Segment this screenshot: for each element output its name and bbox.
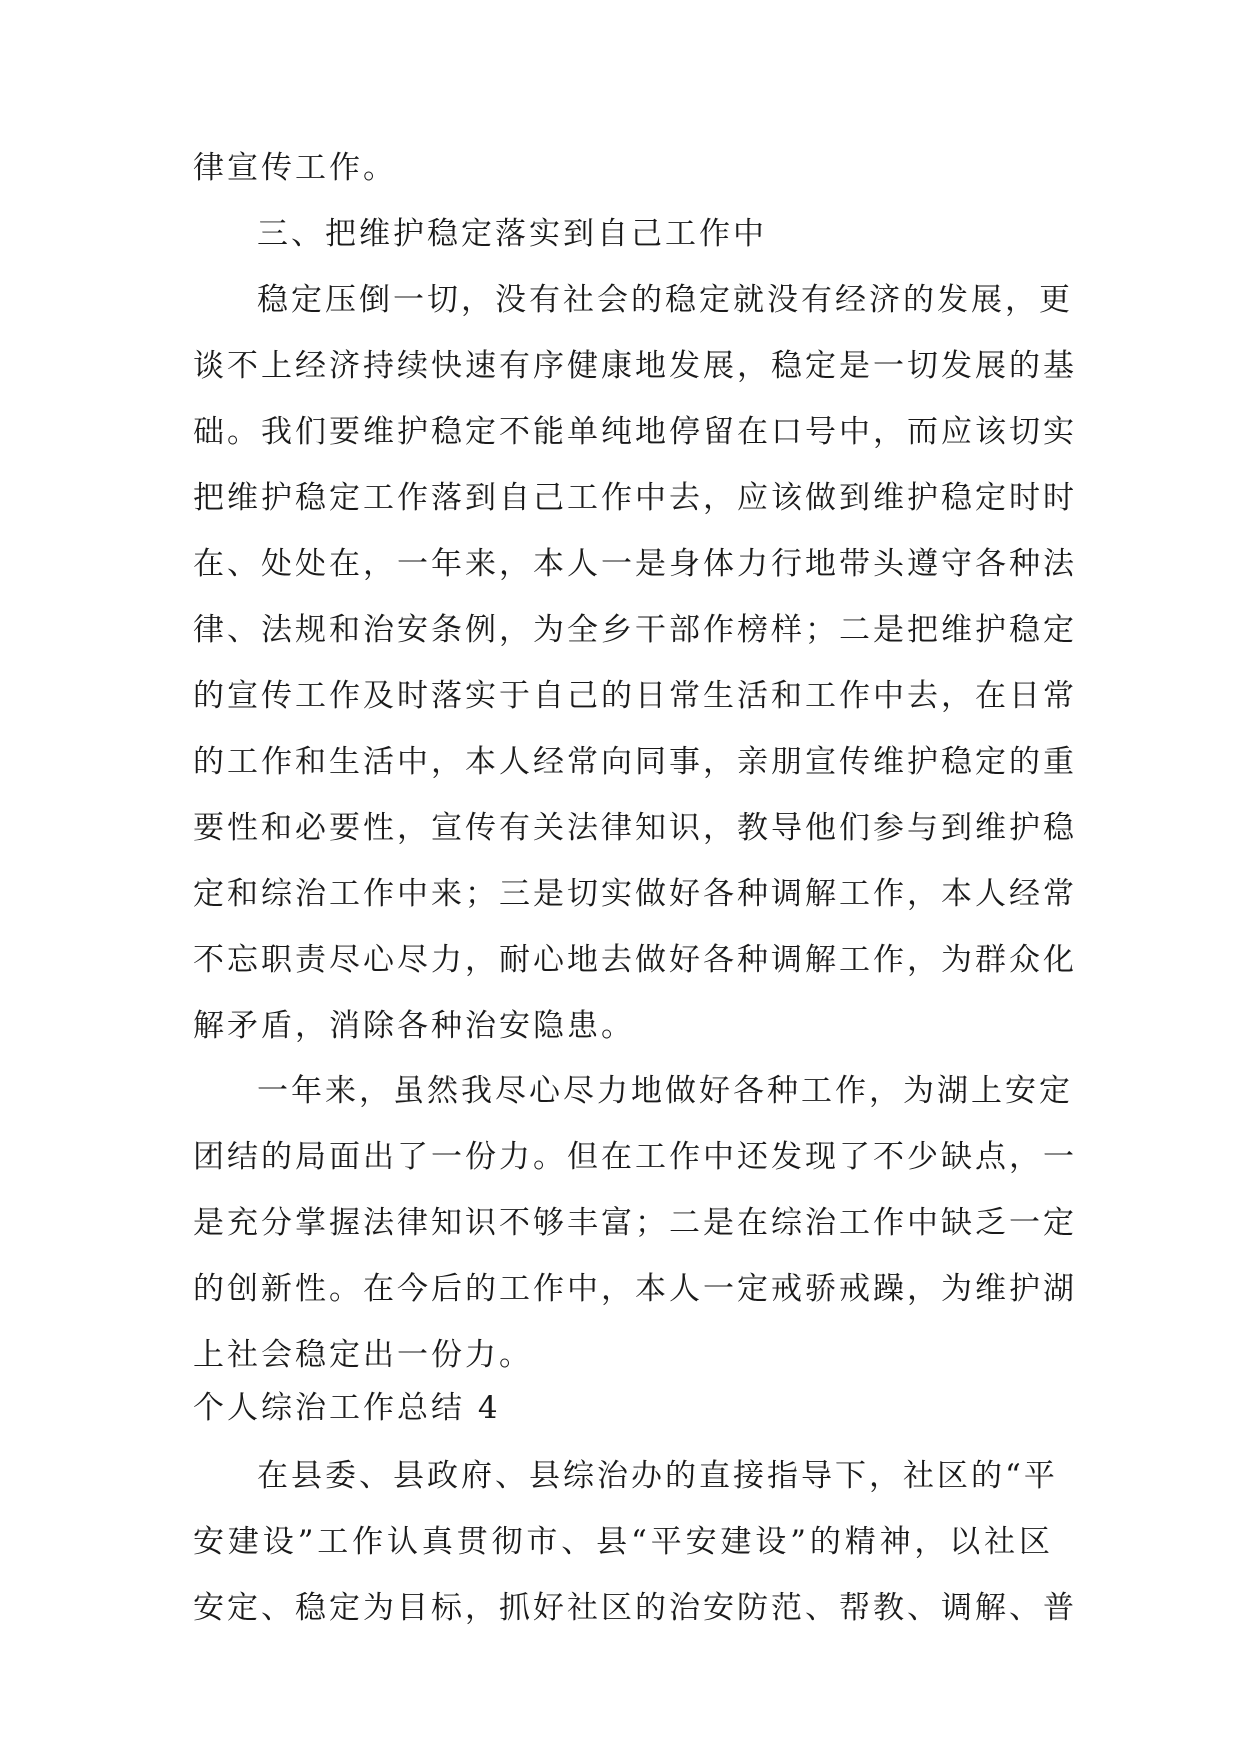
paragraph-year-summary [193,1058,1077,1388]
paragraph-line: 安建设”工作认真贯彻市、县“平安建设”的精神，以社区 [193,1524,1053,1560]
paragraph-line: 在县委、县政府、县综治办的直接指导下，社区的“平 [257,1458,1058,1494]
paragraph-line: 的宣传工作及时落实于自己的日常生活和工作中去，在日常 [193,678,1077,714]
paragraph-line: 律、法规和治安条例，为全乡干部作榜样；二是把维护稳定 [193,612,1077,648]
paragraph-line: 团结的局面出了一份力。但在工作中还发现了不少缺点，一 [193,1139,1077,1175]
paragraph-line: 础。我们要维护稳定不能单纯地停留在口号中，而应该切实 [193,414,1077,450]
paragraph-line: 安定、稳定为目标，抓好社区的治安防范、帮教、调解、普 [193,1590,1077,1626]
document-title-text: 个人综治工作总结 4 [193,1390,501,1426]
paragraph-line: 解矛盾，消除各种治安隐患。 [193,1008,635,1044]
document-title [193,1375,1053,1441]
paragraph-line: 上社会稳定出一份力。 [193,1337,533,1373]
section-heading [193,201,1053,267]
paragraph-line: 是充分掌握法律知识不够丰富；二是在综治工作中缺乏一定 [193,1205,1077,1241]
paragraph-line: 的创新性。在今后的工作中，本人一定戒骄戒躁，为维护湖 [193,1271,1077,1307]
paragraph-line: 把维护稳定工作落到自己工作中去，应该做到维护稳定时时 [193,480,1077,516]
paragraph-stability [193,267,1077,1059]
paragraph-line: 不忘职责尽心尽力，耐心地去做好各种调解工作，为群众化 [193,942,1077,978]
paragraph-line: 要性和必要性，宣传有关法律知识，教导他们参与到维护稳 [193,810,1077,846]
paragraph-line: 在、处处在，一年来，本人一是身体力行地带头遵守各种法 [193,546,1077,582]
paragraph-line: 一年来，虽然我尽心尽力地做好各种工作，为湖上安定 [257,1073,1073,1109]
paragraph-line: 的工作和生活中，本人经常向同事，亲朋宣传维护稳定的重 [193,744,1077,780]
paragraph-line: 律宣传工作。 [193,150,397,186]
paragraph-line: 稳定压倒一切，没有社会的稳定就没有经济的发展，更 [257,282,1073,318]
paragraph-line: 定和综治工作中来；三是切实做好各种调解工作，本人经常 [193,876,1077,912]
paragraph-county [193,1443,1077,1641]
paragraph-tail [193,135,1053,201]
section-heading-text: 三、把维护稳定落实到自己工作中 [257,216,767,252]
paragraph-line: 谈不上经济持续快速有序健康地发展，稳定是一切发展的基 [193,348,1077,384]
